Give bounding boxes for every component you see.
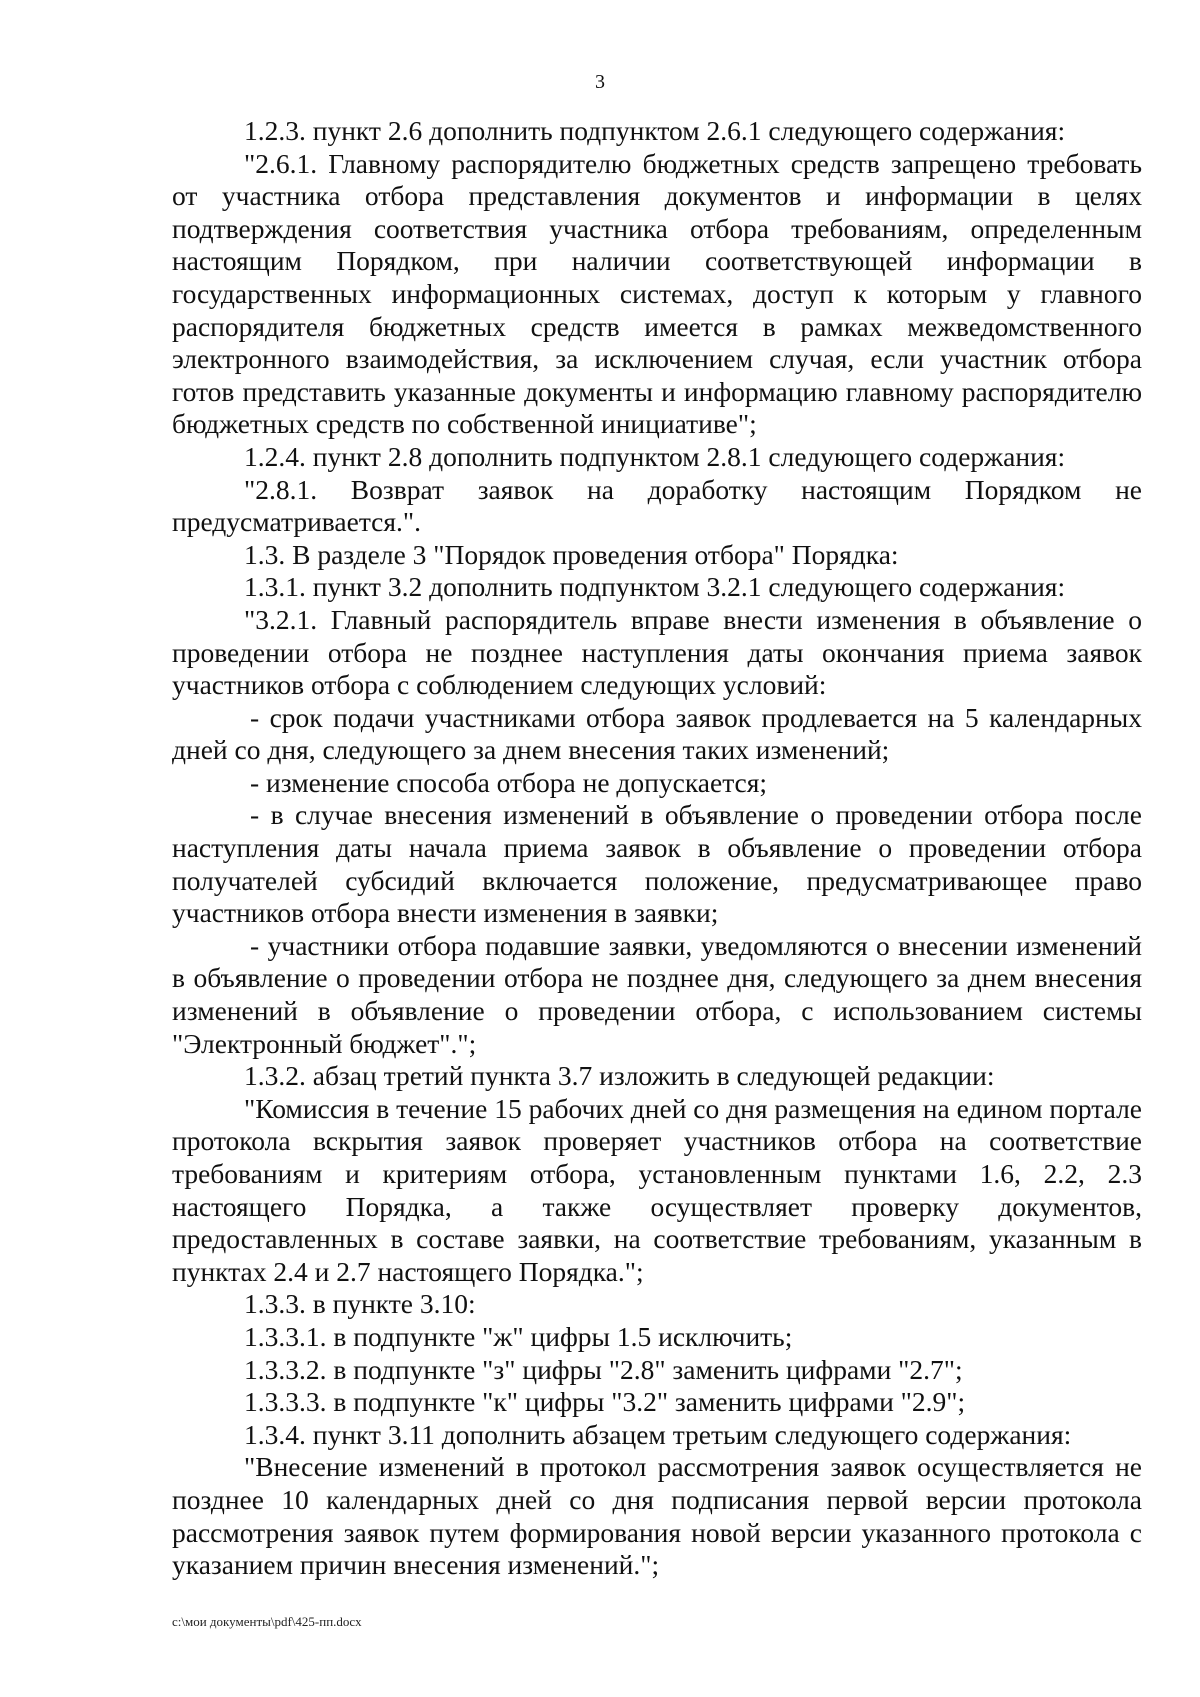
paragraph-1-3: 1.3. В разделе 3 "Порядок проведения отбора" Порядка:: [244, 538, 899, 570]
document-body: [172, 115, 1142, 1582]
paragraph-protocol-text: "Внесение изменений в протокол рассмотрения заявок осуществляется не позднее 10 календарных дней со дня подписания первой версии протокола рассмотрения заявок путем формирования новой версии указанного протокола с указанием причин внесения изменений.";: [172, 1451, 1142, 1581]
paragraph-3-2-1-text: "3.2.1. Главный распорядитель вправе внести изменения в объявление о проведении отбора не позднее наступления даты окончания приема заявок участников отбора с соблюдением следующих условий:: [172, 603, 1142, 701]
paragraph-1-3-3: 1.3.3. в пункте 3.10:: [244, 1288, 476, 1320]
paragraph-1-3-1: 1.3.1. пункт 3.2 дополнить подпунктом 3.2.1 следующего содержания:: [244, 571, 1066, 603]
footer-file-path: c:\мои документы\pdf\425-пп.docx: [172, 1614, 362, 1629]
list-item-notification: - участники отбора подавшие заявки, уведомляются о внесении изменений в объявление о проведении отбора не позднее дня, следующего за днем внесения изменений в объявление о проведении отбора, с использованием системы "Электронный бюджет".";: [172, 929, 1142, 1059]
paragraph-1-3-3-2: 1.3.3.2. в подпункте "з" цифры "2.8" заменить цифрами "2.7";: [244, 1353, 963, 1385]
paragraph-1-2-3: 1.2.3. пункт 2.6 дополнить подпунктом 2.6.1 следующего содержания:: [244, 115, 1066, 146]
paragraph-commission-text: "Комиссия в течение 15 рабочих дней со дня размещения на едином портале протокола вскрытия заявок проверяет участников отбора на соответствие требованиям и критериям отбора, установленным пунктами 1.6, 2.2, 2.3 настоящего Порядка, а также осуществляет проверку документов, предоставленных в составе заявки, на соответствие требованиям, указанным в пунктах 2.4 и 2.7 настоящего Порядка.";: [172, 1092, 1142, 1287]
paragraph-2-8-1-text: "2.8.1. Возврат заявок на доработку настоящим Порядком не предусматривается.".: [172, 473, 1142, 538]
paragraph-1-2-4: 1.2.4. пункт 2.8 дополнить подпунктом 2.8.1 следующего содержания:: [244, 440, 1066, 472]
paragraph-1-3-4: 1.3.4. пункт 3.11 дополнить абзацем третьим следующего содержания:: [244, 1418, 1072, 1450]
paragraph-1-3-3-1: 1.3.3.1. в подпункте "ж" цифры 1.5 исключить;: [244, 1320, 793, 1352]
paragraph-1-3-2: 1.3.2. абзац третий пункта 3.7 изложить в следующей редакции:: [244, 1060, 995, 1092]
list-item-changes: - в случае внесения изменений в объявление о проведении отбора после наступления даты начала приема заявок в объявление о проведении отбора получателей субсидий включается положение, предусматривающее право участников отбора внести изменения в заявки;: [172, 799, 1142, 929]
page-number: 3: [595, 71, 605, 93]
paragraph-2-6-1-text: "2.6.1. Главному распорядителю бюджетных средств запрещено требовать от участника отбора представления документов и информации в целях подтверждения соответствия участника отбора требованиям, определенным настоящим Порядком, при наличии соответствующей информации в государственных информационных системах, доступ к которым у главного распорядителя бюджетных средств имеется в рамках межведомственного электронного взаимодействия, за исключением случая, если участник отбора готов представить указанные документы и информацию главному распорядителю бюджетных средств по собственной инициативе";: [172, 147, 1142, 440]
list-item-method: - изменение способа отбора не допускается;: [250, 766, 768, 798]
paragraph-1-3-3-3: 1.3.3.3. в подпункте "к" цифры "3.2" заменить цифрами "2.9";: [244, 1386, 966, 1418]
list-item-deadline: - срок подачи участниками отбора заявок продлевается на 5 календарных дней со дня, следующего за днем внесения таких изменений;: [172, 701, 1142, 766]
